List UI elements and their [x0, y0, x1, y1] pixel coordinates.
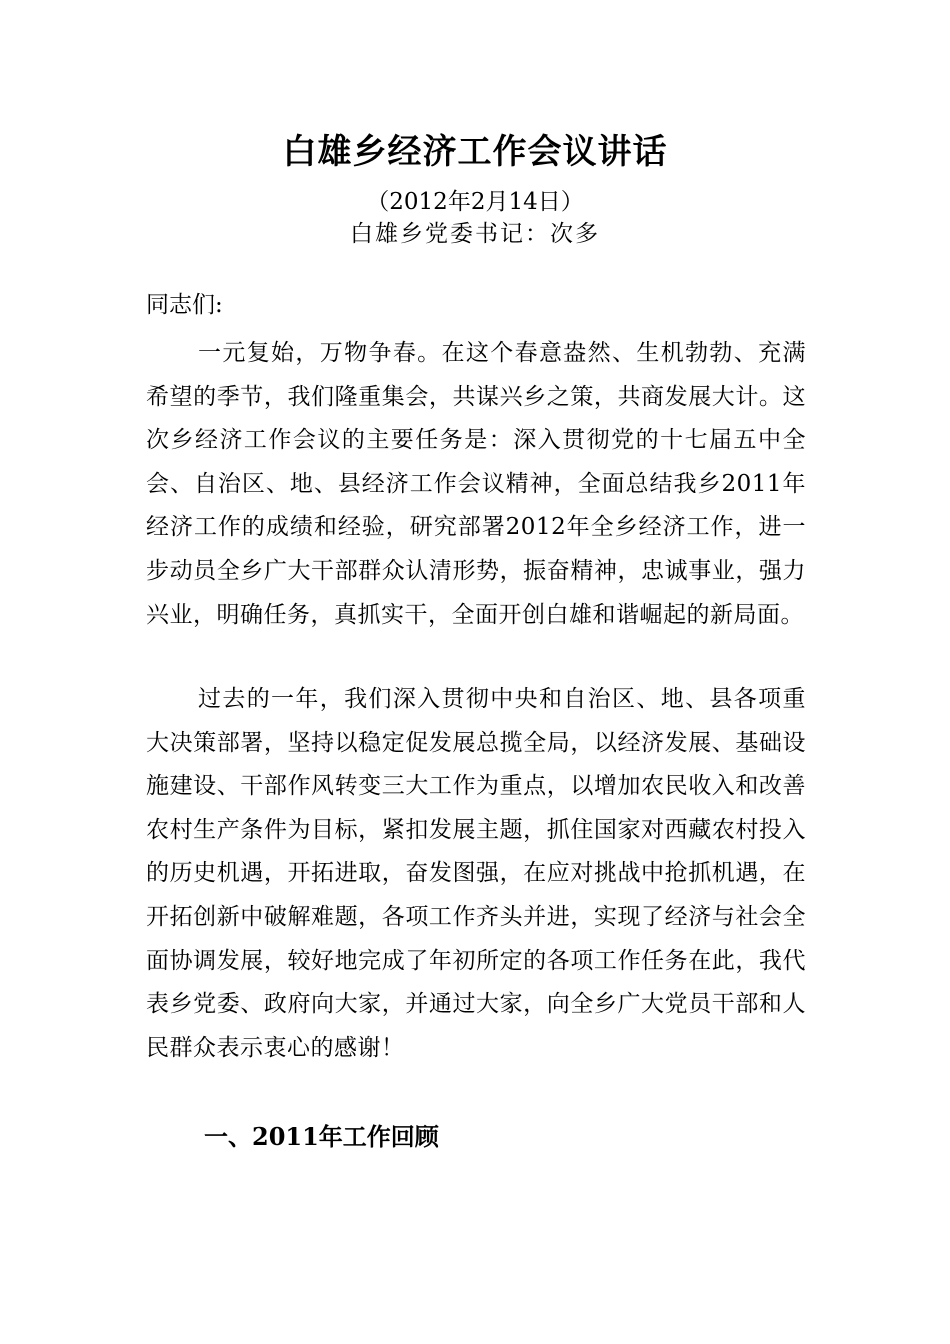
- speech-date: （2012年2月14日）: [366, 189, 584, 215]
- section-heading: 一、2011年工作回顾: [204, 1122, 439, 1151]
- salutation: 同志们:: [146, 292, 223, 318]
- document-title: 白雄乡经济工作会议讲话: [282, 132, 668, 172]
- body-paragraph: 一元复始，万物争春。在这个春意盎然、生机勃勃、充满希望的季节，我们隆重集会，共谋兴乡之策，共商发展大计。这次乡经济工作会议的主要任务是：深入贯彻党的十七届五中全会、自治区、地、县经济工作会议精神，全面总结我乡2011年经济工作的成绩和经验，研究部署2012年全乡经济工作，进一步动员全乡广大干部群众认清形势，振奋精神，忠诚事业，强力兴业，明确任务，真抓实干，全面开创白雄和谐崛起的新局面。: [146, 340, 806, 628]
- body-paragraph: 过去的一年，我们深入贯彻中央和自治区、地、县各项重大决策部署，坚持以稳定促发展总揽全局，以经济发展、基础设施建设、干部作风转变三大工作为重点，以增加农民收入和改善农村生产条件为目标，紧扣发展主题，抓住国家对西藏农村投入的历史机遇，开拓进取，奋发图强，在应对挑战中抢抓机遇，在开拓创新中破解难题，各项工作齐头并进，实现了经济与社会全面协调发展，较好地完成了年初所定的各项工作任务在此，我代表乡党委、政府向大家，并通过大家，向全乡广大党员干部和人民群众表示衷心的感谢！: [146, 686, 806, 1061]
- speaker-line: 白雄乡党委书记：次多: [350, 221, 600, 247]
